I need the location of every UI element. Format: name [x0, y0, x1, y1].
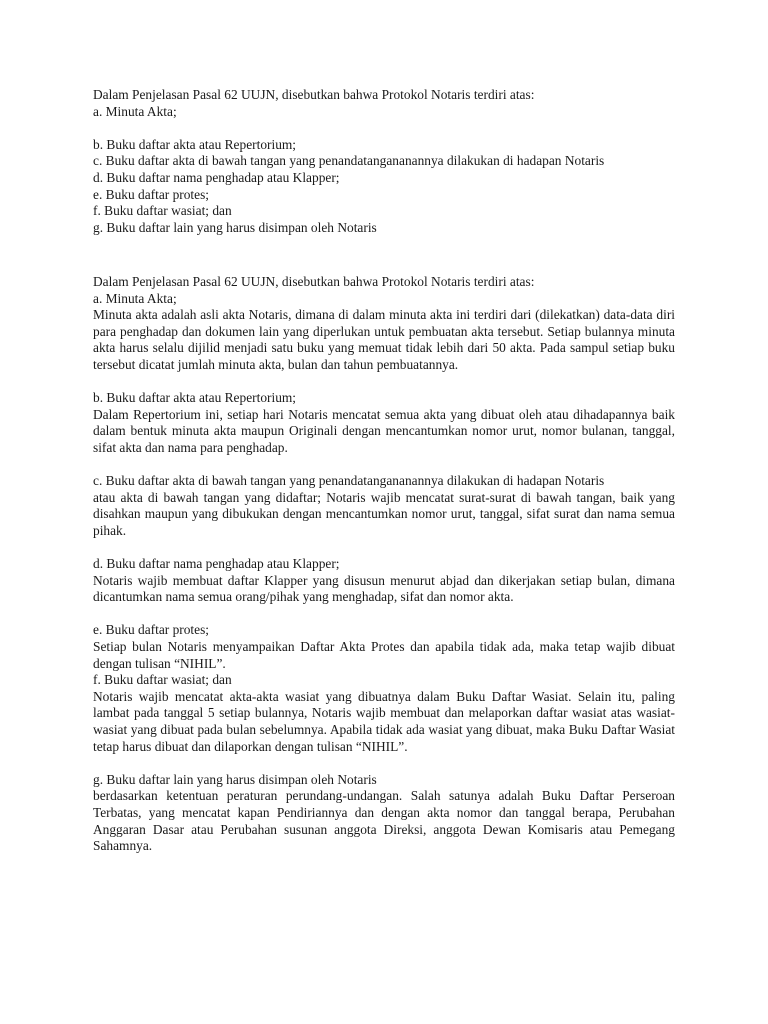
summary-item-b: b. Buku daftar akta atau Repertorium;	[93, 136, 297, 152]
spacer	[93, 257, 675, 274]
detail-f-title: f. Buku daftar wasiat; dan	[93, 672, 232, 688]
summary-item-e: e. Buku daftar protes;	[93, 186, 210, 202]
detail-a-text: Minuta akta adalah asli akta Notaris, dimana di dalam minuta akta ini terdiri dari (dilekatkan) data-data diri para penghadap dan dokumen lain yang diperlukan untuk pembuatan akta tersebut. Setiap bulannya minuta akta harus selalu dijilid menjadi satu buku yang memuat tidak lebih dari 50 akta. Pada sampul setiap buku tersebut dicatat jumlah minuta akta, bulan dan tahun pembuatannya.	[93, 307, 675, 372]
spacer	[93, 606, 675, 623]
detail-c-text: atau akta di bawah tangan yang didaftar; Notaris wajib mencatat surat-surat di bawah tangan, baik yang disahkan maupun yang dibukukan dengan mencantumkan nomor urut, tanggal, sifat surat dan nama semua pihak.	[93, 489, 675, 538]
detail-d-text: Notaris wajib membuat daftar Klapper yang disusun menurut abjad dan dikerjakan setiap bulan, dimana dicantumkan nama semua orang/pihak yang menghadap, sifat dan nomor akta.	[93, 572, 675, 605]
summary-item-d: d. Buku daftar nama penghadap atau Klapper;	[93, 169, 340, 185]
detail-b-title: b. Buku daftar akta atau Repertorium;	[93, 390, 297, 406]
detail-e-title: e. Buku daftar protes;	[93, 622, 210, 638]
detail-d-title: d. Buku daftar nama penghadap atau Klapper;	[93, 556, 340, 572]
summary-item-a: a. Minuta Akta;	[93, 103, 177, 119]
detail-section	[93, 274, 675, 855]
detail-intro: Dalam Penjelasan Pasal 62 UUJN, disebutkan bahwa Protokol Notaris terdiri atas:	[93, 273, 535, 289]
summary-item-c: c. Buku daftar akta di bawah tangan yang penandatangananannya dilakukan di hadapan Notaris	[93, 153, 605, 169]
spacer	[93, 539, 675, 556]
detail-f-text: Notaris wajib mencatat akta-akta wasiat yang dibuatnya dalam Buku Daftar Wasiat. Selain itu, paling lambat pada tanggal 5 setiap bulannya, Notaris wajib membuat dan melaporkan daftar wasiat atas wasiat-wasiat yang dibuat pada bulan sebelumnya. Apabila tidak ada wasiat yang dibuat, maka Buku Daftar Wasiat tetap harus dibuat dan dilaporkan dengan tulisan “NIHIL”.	[93, 688, 675, 754]
spacer	[93, 456, 675, 473]
summary-intro: Dalam Penjelasan Pasal 62 UUJN, disebutkan bahwa Protokol Notaris terdiri atas:	[93, 87, 535, 102]
summary-item-g: g. Buku daftar lain yang harus disimpan oleh Notaris	[93, 219, 377, 235]
spacer	[93, 236, 675, 257]
spacer	[93, 755, 675, 772]
summary-item-f: f. Buku daftar wasiat; dan	[93, 203, 232, 219]
detail-g-title: g. Buku daftar lain yang harus disimpan oleh Notaris	[93, 771, 377, 787]
detail-c-title: c. Buku daftar akta di bawah tangan yang penandatangananannya dilakukan di hadapan Notaris	[93, 473, 605, 489]
summary-section	[93, 87, 675, 236]
detail-b-text: Dalam Repertorium ini, setiap hari Notaris mencatat semua akta yang dibuat oleh atau dihadapannya baik dalam bentuk minuta akta maupun Originali dengan mencantumkan nomor urut, nomor bulanan, tanggal, sifat akta dan nama para penghadap.	[93, 406, 675, 455]
document-page	[93, 87, 675, 855]
detail-g-text: berdasarkan ketentuan peraturan perundang-undangan. Salah satunya adalah Buku Daftar Perseroan Terbatas, yang mencatat kapan Pendiriannya dan dengan akta nomor dan tanggal berapa, Perubahan Anggaran Dasar atau Perubahan susunan anggota Direksi, anggota Dewan Komisaris atau Pemegang Sahamnya.	[93, 788, 675, 854]
spacer	[93, 120, 675, 137]
detail-a-title: a. Minuta Akta;	[93, 290, 177, 306]
detail-e-text: Setiap bulan Notaris menyampaikan Daftar Akta Protes dan apabila tidak ada, maka tetap wajib dibuat dengan tulisan “NIHIL”.	[93, 639, 675, 671]
spacer	[93, 374, 675, 391]
